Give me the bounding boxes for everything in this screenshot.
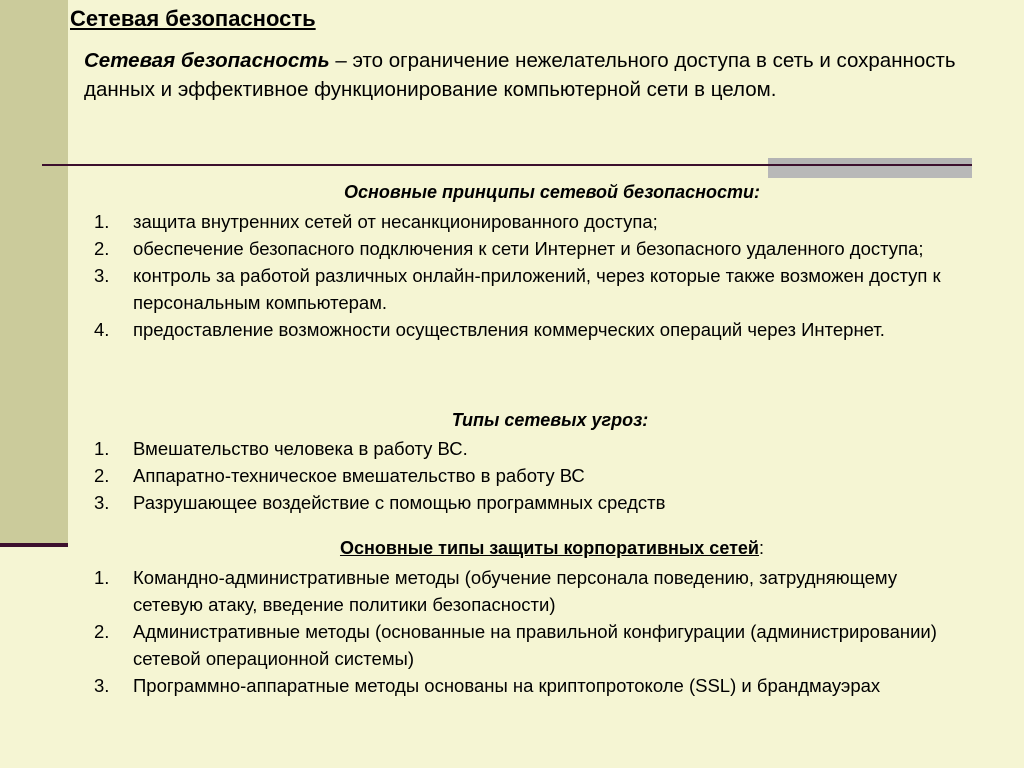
list-item xyxy=(94,672,964,699)
protection-heading-colon: : xyxy=(759,538,765,558)
protection-heading xyxy=(0,538,1024,559)
list-item xyxy=(94,489,964,516)
list-number: 3. xyxy=(94,265,110,286)
list-number: 2. xyxy=(94,621,110,642)
list-item-text: защита внутренних сетей от несанкционированного доступа; xyxy=(133,211,658,232)
gray-accent-bar-top xyxy=(768,158,972,164)
list-item-text: Аппаратно-техническое вмешательство в работу ВС xyxy=(133,465,585,486)
threats-list xyxy=(94,435,964,516)
list-item-text: Разрушающее воздействие с помощью программных средств xyxy=(133,492,666,513)
list-item-text: предоставление возможности осуществления коммерческих операций через Интернет. xyxy=(133,319,885,340)
list-item-text: Командно-административные методы (обучение персонала поведению, затрудняющему сетевую атаку, введение политики безопасности) xyxy=(133,567,898,615)
list-number: 2. xyxy=(94,238,110,259)
list-item xyxy=(94,435,964,462)
list-item xyxy=(94,208,964,235)
threats-heading: Типы сетевых угроз: xyxy=(451,410,649,430)
list-number: 1. xyxy=(94,211,110,232)
list-number: 1. xyxy=(94,567,110,588)
definition-term: Сетевая безопасность xyxy=(84,49,330,72)
list-item-text: Программно-аппаратные методы основаны на криптопротоколе (SSL) и брандмауэрах xyxy=(133,675,881,696)
list-item-text: контроль за работой различных онлайн-приложений, через которые также возможен доступ к персональным компьютерам. xyxy=(133,265,941,313)
list-number: 1. xyxy=(94,438,110,459)
protection-list xyxy=(94,564,964,699)
page-title: Сетевая безопасность xyxy=(70,6,316,31)
principles-heading: Основные принципы сетевой безопасности: xyxy=(343,182,761,202)
definition-paragraph xyxy=(84,46,964,104)
list-item xyxy=(94,316,964,343)
list-item xyxy=(94,235,964,262)
list-item xyxy=(94,262,964,316)
list-number: 4. xyxy=(94,319,110,340)
list-item-text: обеспечение безопасного подключения к сети Интернет и безопасного удаленного доступа; xyxy=(133,238,924,259)
list-number: 2. xyxy=(94,465,110,486)
principles-list xyxy=(94,208,964,343)
list-item-text: Вмешательство человека в работу ВС. xyxy=(133,438,468,459)
list-number: 3. xyxy=(94,675,110,696)
gray-accent-bar-bottom xyxy=(768,166,972,178)
definition-text: – это ограничение нежелательного доступа в сеть и сохранность данных и эффективное функционирование компьютерной сети в целом. xyxy=(84,49,956,101)
sidebar-decoration xyxy=(0,0,68,545)
list-item xyxy=(94,618,964,672)
list-item xyxy=(94,462,964,489)
protection-heading-text: Основные типы защиты корпоративных сетей xyxy=(339,538,759,558)
list-item xyxy=(94,564,964,618)
list-number: 3. xyxy=(94,492,110,513)
list-item-text: Административные методы (основанные на правильной конфигурации (администрировании) сетевой операционной системы) xyxy=(133,621,937,669)
